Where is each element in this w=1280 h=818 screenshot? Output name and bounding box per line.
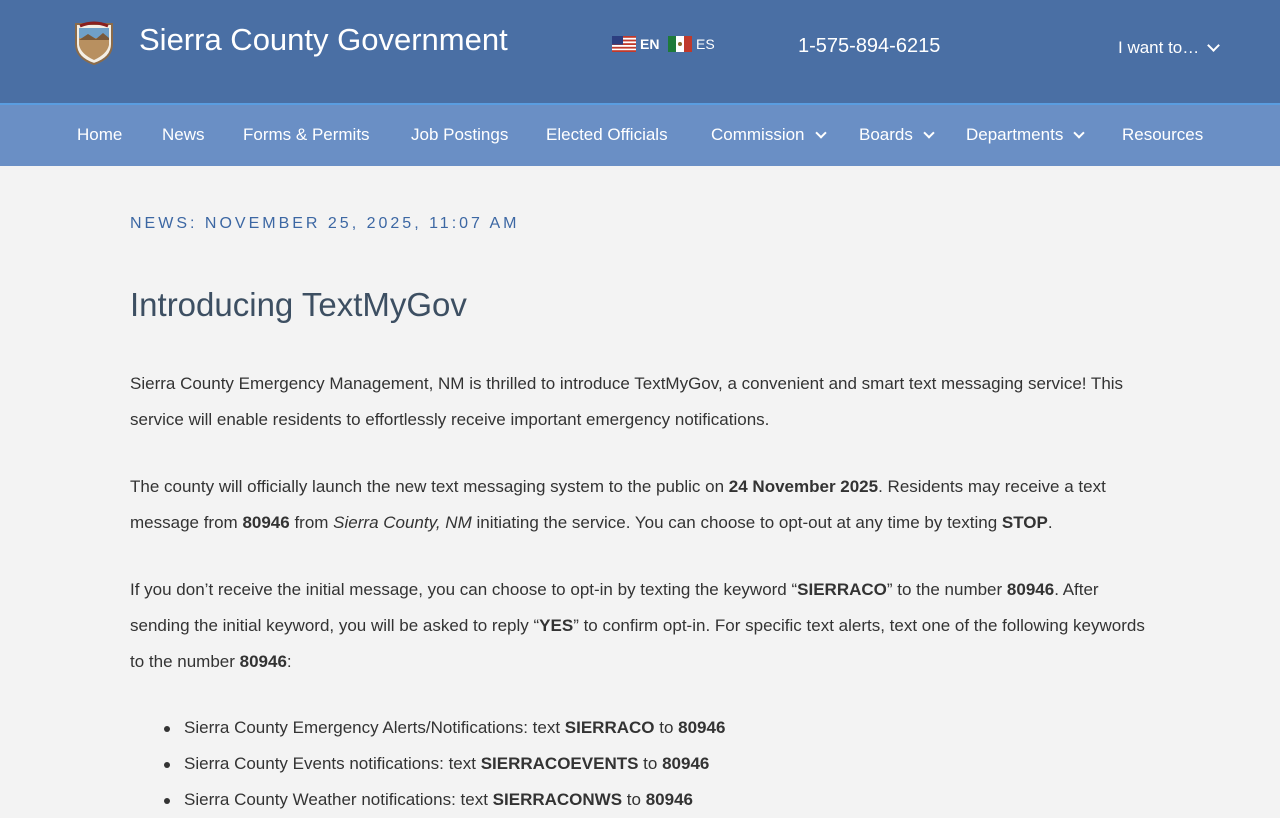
nav-home[interactable] bbox=[77, 125, 122, 145]
text-span: to bbox=[622, 790, 646, 809]
phone-number-link[interactable]: 1-575-894-6215 bbox=[798, 35, 941, 57]
text-span: initiating the service. You can choose to opt-out at any time by texting bbox=[471, 513, 1002, 532]
article-paragraph-2 bbox=[130, 469, 1150, 541]
language-es[interactable] bbox=[668, 35, 715, 53]
text-span: The county will officially launch the new text messaging system to the public on bbox=[130, 477, 729, 496]
text-span: Sierra County Weather notifications: text bbox=[184, 790, 493, 809]
short-code: 80946 bbox=[662, 754, 710, 773]
keyword: SIERRACO bbox=[797, 580, 887, 599]
short-code: 80946 bbox=[678, 718, 726, 737]
list-item bbox=[184, 782, 1084, 818]
article-paragraph-1: Sierra County Emergency Management, NM is thrilled to introduce TextMyGov, a convenient and smart text messaging service! This service will enable residents to effortlessly receive important emergency notifications. bbox=[130, 374, 1124, 429]
chevron-down-icon bbox=[1074, 127, 1085, 138]
mexico-flag-icon bbox=[668, 36, 692, 52]
text-span: . bbox=[1047, 513, 1053, 532]
site-title[interactable]: Sierra County Government bbox=[139, 22, 508, 57]
list-item bbox=[184, 746, 1084, 782]
chevron-down-icon bbox=[1207, 39, 1220, 52]
nav-elected-officials-label: Elected Officials bbox=[546, 125, 668, 144]
language-en[interactable] bbox=[612, 35, 659, 53]
nav-elected-officials[interactable] bbox=[546, 125, 668, 145]
nav-forms-permits-label: Forms & Permits bbox=[243, 125, 370, 144]
keyword: SIERRACOEVENTS bbox=[480, 754, 639, 773]
sender-name: Sierra County, NM bbox=[333, 513, 472, 532]
short-code: 80946 bbox=[1006, 580, 1055, 599]
nav-job-postings[interactable] bbox=[411, 125, 508, 145]
text-span: ” to the number bbox=[886, 580, 1007, 599]
short-code: 80946 bbox=[645, 790, 693, 809]
nav-forms-permits[interactable] bbox=[243, 125, 370, 145]
i-want-to-label: I want to… bbox=[1118, 38, 1200, 57]
short-code: 80946 bbox=[242, 513, 290, 532]
text-span: If you don’t receive the initial message, you can choose to opt-in by texting the keyword “ bbox=[130, 580, 798, 599]
keyword-list bbox=[184, 710, 1084, 818]
text-span: ” to confirm opt-in. For specific text alerts, text one of the following keywords to the number bbox=[130, 616, 1145, 671]
text-span: : bbox=[286, 652, 292, 671]
nav-boards[interactable] bbox=[859, 125, 933, 145]
nav-commission[interactable] bbox=[711, 125, 825, 145]
article-paragraph-3 bbox=[130, 572, 1150, 680]
text-span: . Residents may receive a text message from bbox=[130, 477, 1106, 532]
chevron-down-icon bbox=[923, 127, 934, 138]
text-span: . After sending the initial keyword, you will be asked to reply “ bbox=[130, 580, 1099, 635]
launch-date: 24 November 2025 bbox=[728, 477, 879, 496]
nav-news[interactable] bbox=[162, 125, 205, 145]
yes-keyword: YES bbox=[539, 616, 574, 635]
text-span: Sierra County Events notifications: text bbox=[184, 754, 481, 773]
nav-commission-label: Commission bbox=[711, 125, 805, 144]
us-flag-icon bbox=[612, 36, 636, 52]
county-seal-icon[interactable] bbox=[70, 18, 118, 66]
keyword: SIERRACO bbox=[564, 718, 655, 737]
language-es-label: ES bbox=[696, 36, 715, 52]
keyword: SIERRACONWS bbox=[492, 790, 623, 809]
chevron-down-icon bbox=[815, 127, 826, 138]
text-span: from bbox=[289, 513, 334, 532]
list-item bbox=[184, 710, 1084, 746]
short-code: 80946 bbox=[239, 652, 287, 671]
text-span: to bbox=[654, 718, 679, 737]
nav-news-label: News bbox=[162, 125, 205, 144]
nav-departments-label: Departments bbox=[966, 125, 1064, 144]
nav-resources-label: Resources bbox=[1122, 125, 1204, 144]
text-span: Sierra County Emergency Alerts/Notifications: text bbox=[184, 718, 565, 737]
top-header bbox=[0, 0, 1280, 103]
nav-resources[interactable] bbox=[1122, 125, 1203, 145]
text-span: to bbox=[638, 754, 663, 773]
nav-job-postings-label: Job Postings bbox=[411, 125, 509, 144]
nav-departments[interactable] bbox=[966, 125, 1083, 145]
language-en-label: EN bbox=[640, 36, 660, 52]
nav-home-label: Home bbox=[77, 125, 123, 144]
article-title: Introducing TextMyGov bbox=[130, 286, 467, 323]
article-dateline: NEWS: NOVEMBER 25, 2025, 11:07 AM bbox=[130, 215, 520, 232]
stop-keyword: STOP bbox=[1001, 513, 1048, 532]
main-navigation bbox=[0, 105, 1280, 166]
i-want-to-dropdown[interactable] bbox=[1118, 38, 1218, 58]
nav-boards-label: Boards bbox=[859, 125, 913, 144]
